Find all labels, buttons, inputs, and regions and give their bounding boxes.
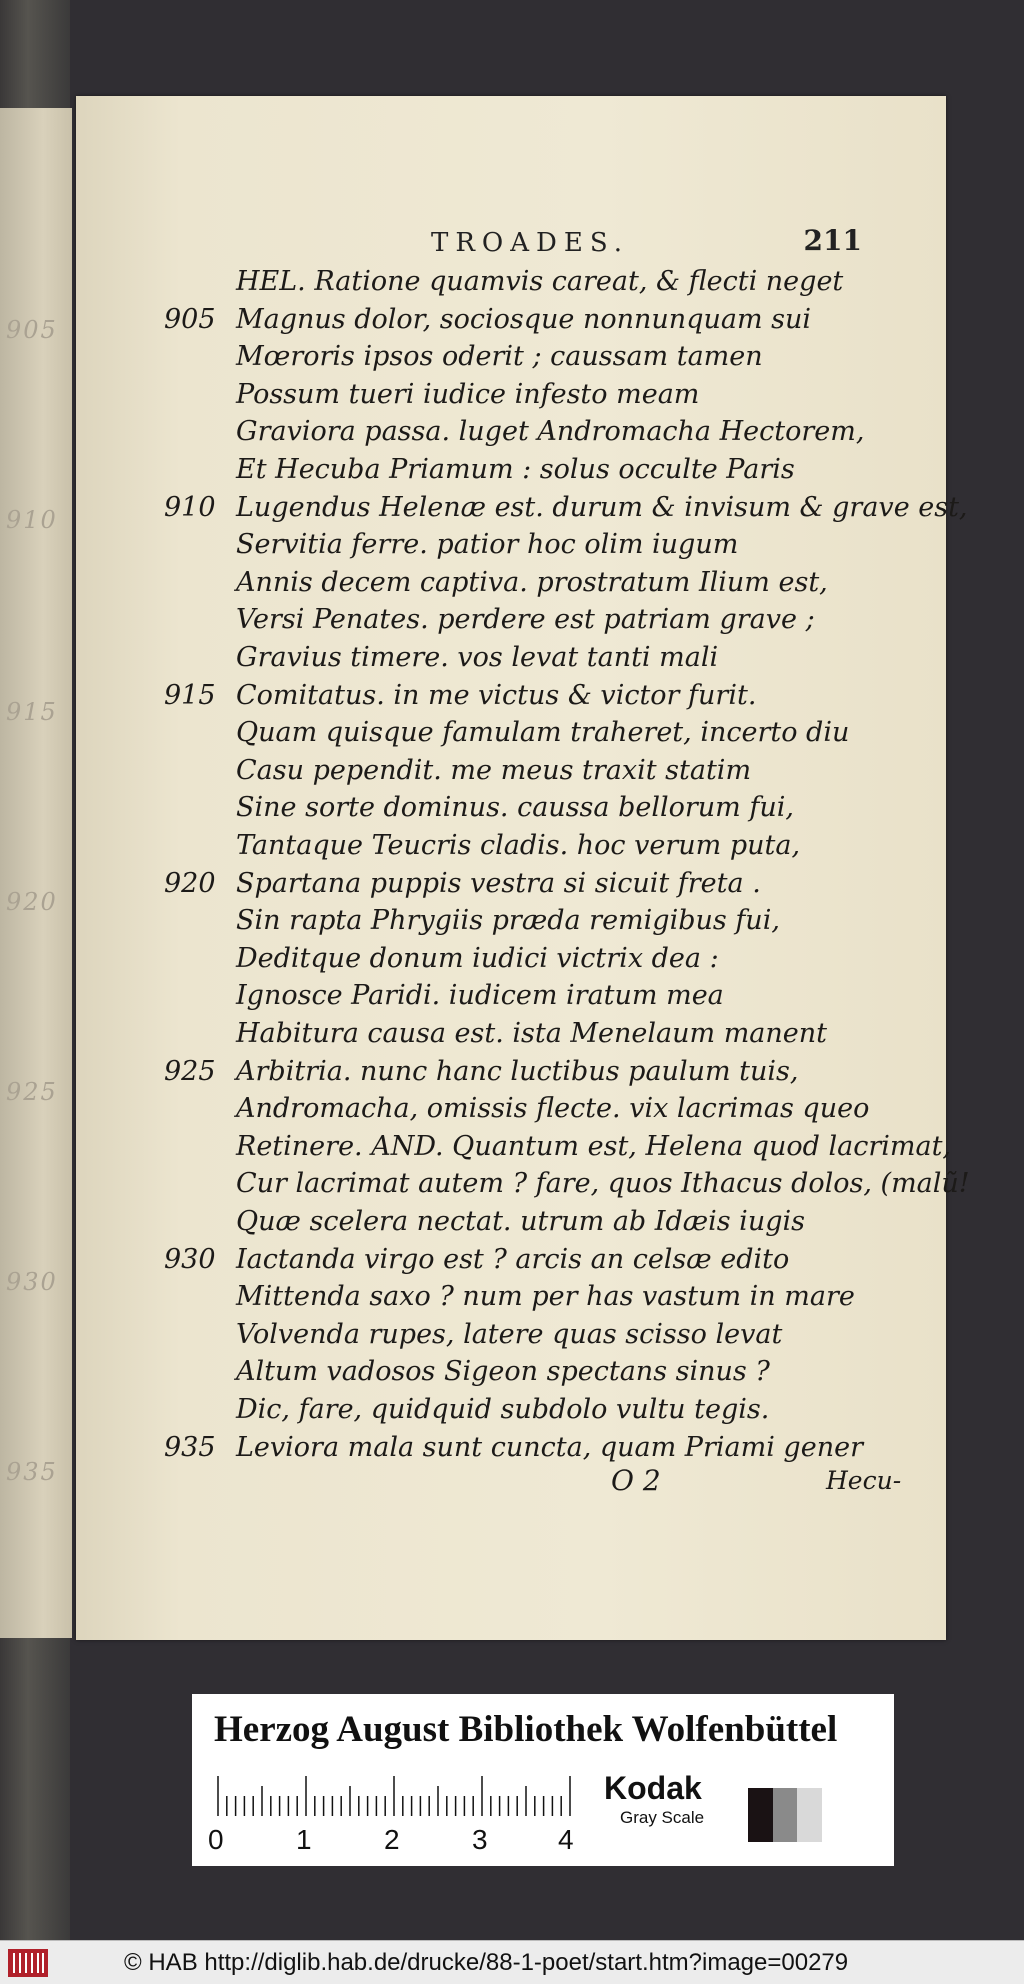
footer-bar [0,1940,1024,1984]
line-number: 905 [164,304,216,335]
verse-line: Leviora mala sunt cuncta, quam Priami gener [236,1432,863,1463]
gray-patch [797,1788,822,1842]
scale-number: 4 [558,1824,574,1855]
ghost-line-number: 910 [6,506,58,534]
verse-line: Altum vadosos Sigeon spectans sinus ? [236,1356,770,1387]
gray-patch [773,1788,798,1842]
ghost-line-number: 920 [6,888,58,916]
kodak-logo: Kodak [604,1770,702,1806]
book-page [76,96,970,1640]
verse-line: Sine sorte dominus. caussa bellorum fui, [236,792,794,823]
scale-number: 0 [208,1824,224,1855]
verse-line: Iactanda virgo est ? arcis an celsæ edito [236,1244,790,1275]
hab-logo-icon [8,1949,48,1977]
verse-line: Mittenda saxo ? num per has vastum in mare [236,1281,855,1312]
line-number: 915 [164,680,216,711]
catchword: Hecu- [826,1466,902,1495]
ghost-line-number: 925 [6,1078,58,1106]
verse-line: Sin rapta Phrygiis præda remigibus fui, [236,905,780,936]
verse-line: Deditque donum iudici victrix dea : [236,943,719,974]
verse-line: Possum tueri iudice infesto meam [236,379,700,410]
gray-patch [748,1788,773,1842]
verse-line: Spartana puppis vestra si sicuit freta . [236,868,761,899]
color-calibration-card [192,1694,894,1866]
line-number: 925 [164,1056,216,1087]
verse-line: Casu pependit. me meus traxit statim [236,755,752,786]
verse-line: Quæ scelera nectat. utrum ab Idæis iugis [236,1206,805,1237]
verse-line: HEL. Ratione quamvis careat, & flecti neget [236,266,844,297]
line-number: 910 [164,492,216,523]
verse-line: Volvenda rupes, latere quas scisso levat [236,1319,783,1350]
ruler-scale [216,1776,572,1816]
gray-patches [748,1788,822,1842]
verse-line: Andromacha, omissis flecte. vix lacrimas queo [236,1093,870,1124]
verse-line: Lugendus Helenæ est. durum & invisum & grave est, [236,492,968,523]
verse-line: Tantaque Teucris cladis. hoc verum puta, [236,830,801,861]
verse-line: Cur lacrimat autem ? fare, quos Ithacus dolos, (malũ! [236,1168,970,1199]
verse-line: Gravius timere. vos levat tanti mali [236,642,719,673]
ghost-line-number: 935 [6,1458,58,1486]
line-number: 935 [164,1432,216,1463]
verse-line: Comitatus. in me victus & victor furit. [236,680,757,711]
verse-line: Mœroris ipsos oderit ; caussam tamen [236,341,763,372]
verse-line: Dic, fare, quidquid subdolo vultu tegis. [236,1394,770,1425]
previous-page-edge [0,108,72,1638]
scale-number: 3 [472,1824,488,1855]
verse-line: Annis decem captiva. prostratum Ilium est, [236,567,828,598]
ghost-line-number: 915 [6,698,58,726]
verse-line: Habitura causa est. ista Menelaum manent [236,1018,828,1049]
page-number: 211 [803,224,862,257]
ghost-line-number: 905 [6,316,58,344]
scale-number: 2 [384,1824,400,1855]
line-number: 920 [164,868,216,899]
verse-line: Versi Penates. perdere est patriam grave ; [236,604,815,635]
verse-line: Graviora passa. luget Andromacha Hectorem, [236,416,865,447]
verse-line: Quam quisque famulam traheret, incerto diu [236,717,850,748]
scale-number: 1 [296,1824,312,1855]
verse-line: Arbitria. nunc hanc luctibus paulum tuis, [236,1056,799,1087]
library-name: Herzog August Bibliothek Wolfenbüttel [214,1709,838,1750]
verse-line: Et Hecuba Priamum : solus occulte Paris [236,454,795,485]
running-head: TROADES. [431,228,629,258]
verse-line: Ignosce Paridi. iudicem iratum mea [236,980,724,1011]
ghost-line-number: 930 [6,1268,58,1296]
verse-line: Retinere. AND. Quantum est, Helena quod lacrimat, [236,1131,951,1162]
verse-line: Magnus dolor, sociosque nonnunquam sui [236,304,812,335]
signature-mark: O 2 [611,1464,661,1497]
line-number: 930 [164,1244,216,1275]
footer-citation-link[interactable]: © HAB http://diglib.hab.de/drucke/88-1-poet/start.htm?image=00279 [124,1949,849,1976]
gray-scale-label: Gray Scale [620,1808,705,1827]
verse-line: Servitia ferre. patior hoc olim iugum [236,529,739,560]
